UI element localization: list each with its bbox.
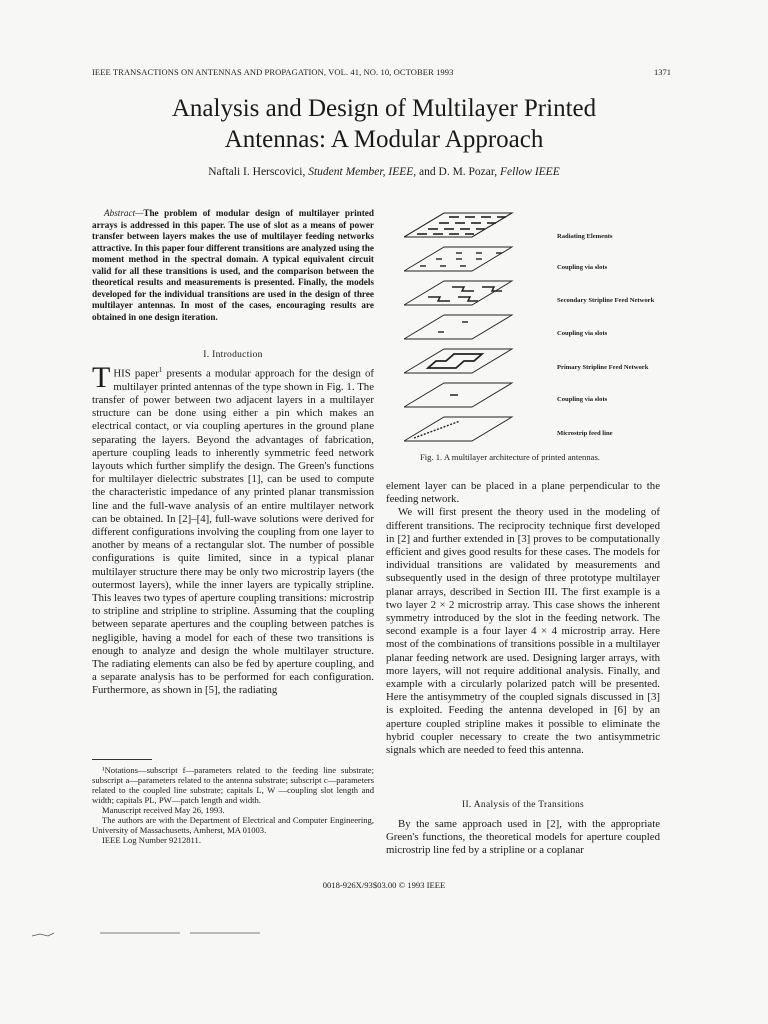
- title-line-2: Antennas: A Modular Approach: [224, 126, 544, 153]
- section-heading-introduction: I. Introduction: [203, 350, 263, 360]
- figure-1-diagram: [404, 205, 554, 445]
- fig-label-coupling-slots-3: Coupling via slots: [557, 396, 608, 403]
- paragraph-continuation: element layer can be placed in a plane perpendicular to the feeding network.: [386, 480, 660, 506]
- running-header: IEEE TRANSACTIONS ON ANTENNAS AND PROPAGATION, VOL. 41, NO. 10, OCTOBER 1993: [92, 67, 454, 77]
- introduction-text: [92, 361, 374, 698]
- fig-label-microstrip-feed: Microstrip feed line: [557, 430, 613, 437]
- figure-1-caption: Fig. 1. A multilayer architecture of printed antennas.: [420, 452, 600, 462]
- fig-label-secondary-stripline: Secondary Stripline Feed Network: [557, 297, 655, 304]
- copyright-footer: 0018-926X/93$03.00 © 1993 IEEE: [322, 880, 446, 890]
- footnote-notations: ¹Notations—subscript f—parameters related to the feeding line substrate; subscript a—parameters related to the antenna substrate; subscript c—parameters related to the coupled line substrate; capitals L, W —coupling slot length and width; capitals PL, PW—patch length and width.: [92, 765, 374, 805]
- footnote-received: Manuscript received May 26, 1993.: [102, 805, 225, 815]
- analysis-text: [386, 818, 660, 858]
- fig-label-radiating-elements: Radiating Elements: [557, 233, 613, 240]
- layer-coupling-slots-3: [404, 383, 512, 407]
- layer-radiating-elements: [404, 213, 512, 237]
- title-line-1: Analysis and Design of Multilayer Printed: [171, 95, 597, 122]
- layer-coupling-slots-2: [404, 315, 512, 339]
- fig-label-coupling-slots-2: Coupling via slots: [557, 330, 608, 337]
- footnote-affiliation: The authors are with the Department of Electrical and Computer Engineering, University of Massachusetts, Amherst, MA 01003.: [92, 815, 374, 835]
- author-2: and D. M. Pozar,: [419, 166, 498, 178]
- layer-secondary-stripline: [404, 281, 512, 305]
- layer-microstrip-feed: [404, 417, 512, 441]
- author-line: [60, 166, 708, 178]
- right-column-text: [386, 480, 660, 757]
- drop-cap: T: [92, 361, 111, 394]
- abstract-text: The problem of modular design of multilayer printed arrays is addressed in this paper. The use of slot as a means of power transfer between layers makes the use of multilayer feeding networks attractive. In this paper four different transitions are analyzed using the moment method in the spectral domain. A typical equivalent circuit valid for all these transitions is used, and the comparison between the theoretical results and measurements is presented. Finally, the models developed for the individual transitions are used in the design of three multilayer antennas. In most of the cases, encouraging results are obtained in one design iteration.: [92, 208, 374, 322]
- author-2-role: Fellow IEEE: [500, 166, 560, 178]
- intro-start: HIS paper: [113, 367, 159, 380]
- abstract: [92, 208, 374, 323]
- footnote-log: IEEE Log Number 9212811.: [102, 835, 201, 845]
- fig-label-coupling-slots-1: Coupling via slots: [557, 264, 608, 271]
- paper-title: [60, 93, 708, 155]
- paragraph-theory: We will first present the theory used in the modeling of different transitions. The reciprocity technique first developed in [2] and further extended in [3] proves to be computationally efficient and gives good results for these cases. The models for individual transitions are validated by measurements and subsequently used in the design of three prototype multilayer planar arrays, described in Section III. The first example is a two layer 2 × 2 microstrip array. This case shows the inherent symmetry introduced by the slot in the feeding network. The second example is a four layer 4 × 4 microstrip array. Here most of the combinations of transitions possible in a multilayer planar feeding network are used. Designing larger arrays, with more layers, will not require additional analysis. Finally, and example with a circularly polarized patch will be presented. Here the antisymmetry of the coupled signals discussed in [3] is exploited. Feeding the antenna developed in [6] by an aperture coupled stripline makes it possible to eliminate the hybrid coupler necessary to create the two antisymmetric signals which are needed to feed this antenna.: [386, 506, 660, 757]
- section-heading-analysis: II. Analysis of the Transitions: [462, 800, 584, 810]
- intro-body: presents a modular approach for the design of multilayer printed antennas of the type shown in Fig. 1. The transfer of power between two adjacent layers in a multilayer structure can be done using either a pin which makes an electrical contact, or via coupling apertures in the ground plane separating the layers. Beyond the advantages of fabrication, aperture coupling leads to inherently symmetric feed network layouts which further simplify the design. The Green's functions for multilayer dielectric substrates [1], can be used to compute the characteristic impedance of any printed planar transmission line and the full-wave analysis of an entire multilayer network can be obtained. In [2]–[4], full-wave solutions were derived for different configurations involving the coupling from one layer to another by means of a rectangular slot. The number of possible configurations is quite limited, since in a typical planar multilayer structure there may be only two microstrip layers (the outermost layers), while the inner layers are typically stripline. This leaves two types of aperture coupling transitions: microstrip to stripline and stripline to stripline. Assuming that the coupling between separate apertures and the coupling between patches is negligible, having a model for each of these two transitions is enough to analyze and design the whole multilayer structure. The radiating elements can also be fed by aperture coupling, and a separate analysis has to be performed for each configuration. Furthermore, as shown in [5], the radiating: [92, 367, 374, 697]
- footnote-marker: 1: [158, 366, 163, 374]
- layer-coupling-slots-1: [404, 247, 512, 271]
- paragraph-analysis: By the same approach used in [2], with the appropriate Green's functions, the theoretical models for aperture coupled microstrip line fed by a stripline or a coplanar: [386, 818, 660, 857]
- page-number: 1371: [654, 67, 671, 77]
- scan-artifact-mark: [30, 930, 270, 940]
- fig-label-primary-stripline: Primary Stripline Feed Network: [557, 364, 649, 371]
- abstract-label: Abstract—: [104, 208, 144, 218]
- footnotes: [92, 765, 374, 845]
- footnote-rule: [92, 759, 152, 760]
- author-1-role: Student Member, IEEE,: [308, 166, 417, 178]
- layer-primary-stripline: [404, 349, 512, 373]
- author-1: Naftali I. Herscovici,: [208, 166, 306, 178]
